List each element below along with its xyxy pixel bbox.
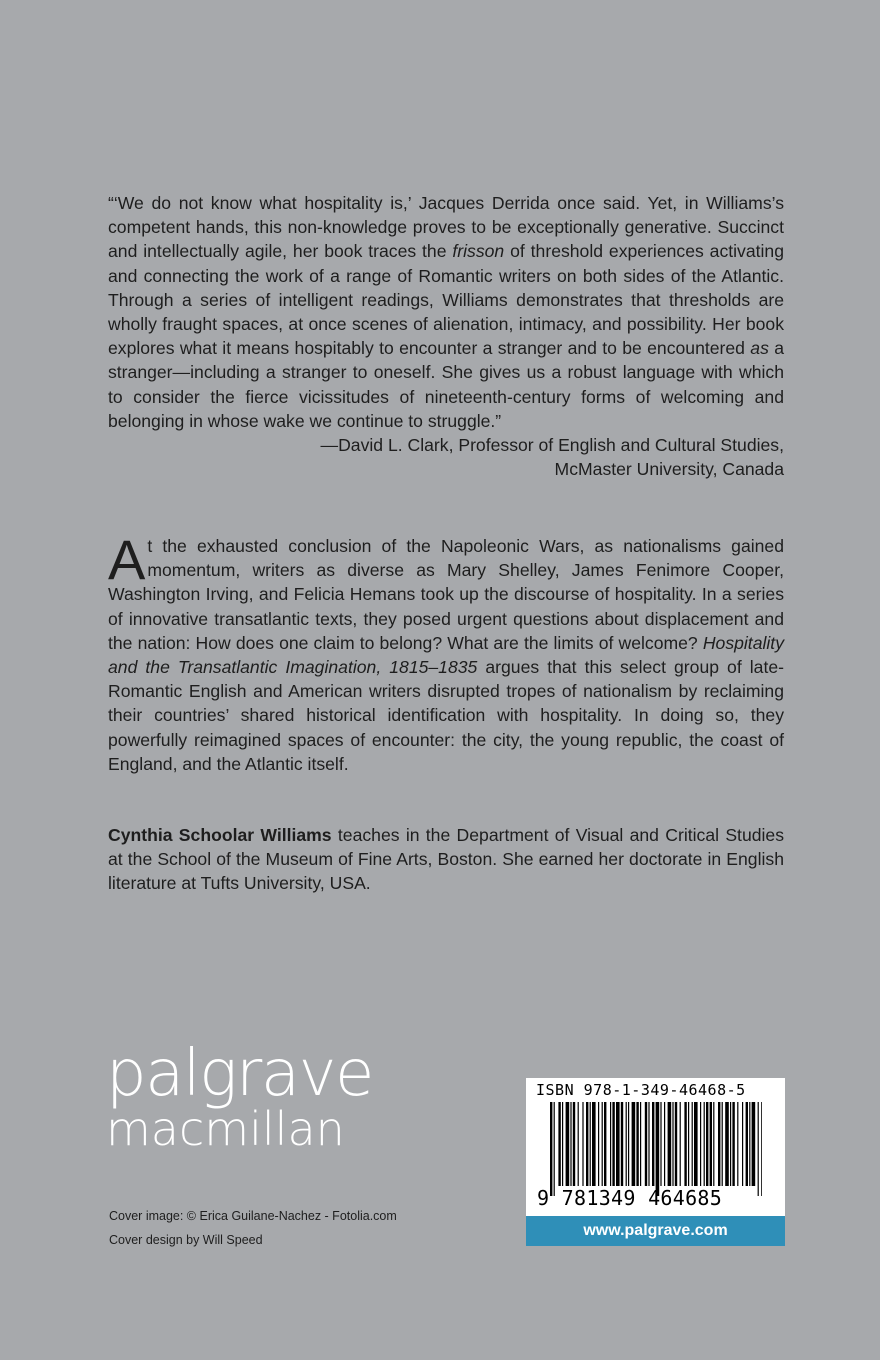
cover-design-credit: Cover design by Will Speed <box>109 1233 263 1247</box>
book-description <box>108 528 784 776</box>
endorsement-quote <box>108 191 784 481</box>
isbn-barcode <box>526 1078 785 1216</box>
quote-attribution-line1: —David L. Clark, Professor of English and Cultural Studies, <box>320 435 784 456</box>
author-bio <box>108 823 784 896</box>
cover-image-credit: Cover image: © Erica Guilane-Nachez - Fotolia.com <box>109 1209 397 1223</box>
drop-cap: A <box>108 528 146 591</box>
bio-text: Cynthia Schoolar Williams teaches in the Department of Visual and Critical Studies at the School of the Museum of Fine Arts, Boston. She earned her doctorate in English literature at Tufts University, USA. <box>108 825 784 894</box>
publisher-logo-line1: palgrave <box>106 1037 373 1111</box>
barcode-bars-icon <box>550 1102 762 1196</box>
ean-digits: 9 781349 464685 <box>537 1186 723 1210</box>
publisher-logo <box>106 1037 373 1156</box>
quote-text: “‘We do not know what hospitality is,’ Jacques Derrida once said. Yet, in Williams’s competent hands, this non-knowledge proves to be exceptionally generative. Succinct and intellectually agile, her book traces the frisson of threshold experiences activating and connecting the work of a range of Romantic writers on both sides of the Atlantic. Through a series of intelligent readings, Williams demonstrates that thresholds are wholly fraught spaces, at once scenes of alienation, intimacy, and possibility. Her book explores what it means hospitably to encounter a stranger and to be encountered as a stranger—including a stranger to oneself. She gives us a robust language with which to consider the fierce vicissitudes of nineteenth-century forms of welcoming and belonging in whose wake we continue to struggle.” <box>108 193 784 431</box>
cover-credits <box>109 1204 397 1252</box>
isbn-label: ISBN 978-1-349-46468-5 <box>536 1081 746 1099</box>
publisher-logo-line2: macmillan <box>106 1102 345 1156</box>
quote-attribution-line2: McMaster University, Canada <box>554 459 784 480</box>
author-name: Cynthia Schoolar Williams <box>108 825 332 845</box>
quote-italic-as: as <box>750 338 769 359</box>
publisher-website[interactable]: www.palgrave.com <box>526 1216 785 1246</box>
description-text: At the exhausted conclusion of the Napoleonic Wars, as nationalisms gained momentum, writers as diverse as Mary Shelley, James Fenimore Cooper, Washington Irving, and Felicia Hemans took up the discourse of hospitality. In a series of innovative transatlantic texts, they posed urgent questions about displacement and the nation: How does one claim to belong? What are the limits of welcome? Hospitality and the Transatlantic Imagination, 1815–1835 argues that this select group of late-Romantic English and American writers disrupted tropes of nationalism by reclaiming their countries’ shared historical identification with hospitality. In doing so, they powerfully reimagined spaces of encounter: the city, the young republic, the coast of England, and the Atlantic itself. <box>108 528 784 774</box>
book-title-italic: Hospitality and the Transatlantic Imagination, 1815–1835 <box>108 632 784 678</box>
quote-italic-frisson: frisson <box>452 241 505 262</box>
